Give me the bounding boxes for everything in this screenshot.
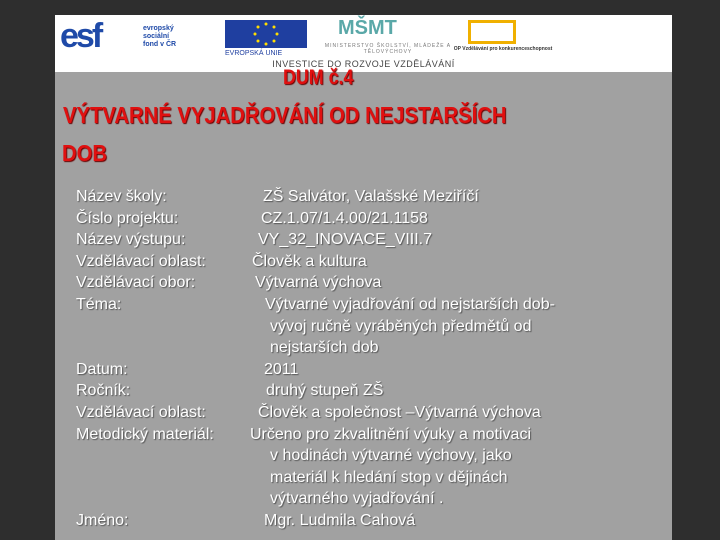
row-label: Číslo projektu:	[76, 209, 179, 227]
row-label: Téma:	[76, 296, 122, 313]
row-label: Vzdělávací oblast:	[76, 252, 206, 270]
row-value: VY_32_INOVACE_VIII.7	[258, 231, 433, 249]
row-label: Název výstupu:	[76, 231, 186, 249]
row-value: ZŠ Salvátor, Valašské Meziříčí	[263, 188, 479, 205]
row-value: Určeno pro zkvalitnění výuky a motivaci	[250, 425, 531, 443]
esf-logo-text	[143, 25, 176, 49]
esf-text-line: evropský	[143, 25, 174, 32]
row-label: Ročník:	[76, 382, 131, 400]
slide-title-line1: DUM č.4	[283, 66, 354, 89]
row-value: Výtvarné vyjadřování od nejstarších dob-	[265, 296, 555, 313]
row-value: Výtvarná výchova	[255, 274, 382, 292]
eu-logo-text: EVROPSKÁ UNIE	[225, 50, 283, 57]
row-value: druhý stupeň ZŠ	[266, 382, 384, 400]
row-value: vývoj ručně vyráběných předmětů od	[270, 317, 532, 335]
row-value: CZ.1.07/1.4.00/21.1158	[261, 209, 428, 227]
row-value: nejstarších dob	[270, 339, 379, 357]
msmt-logo: MŠMT	[338, 17, 397, 39]
row-value: Člověk a společnost –Výtvarná výchova	[258, 404, 541, 421]
row-value: 2011	[264, 360, 299, 378]
slide-title-line2: VÝTVARNÉ VYJADŘOVÁNÍ OD NEJSTARŠÍCH	[63, 102, 507, 128]
row-value: Člověk a kultura	[252, 252, 367, 270]
row-label: Název školy:	[76, 188, 167, 205]
op-logo-text: OP Vzdělávání pro konkurenceschopnost	[453, 46, 553, 52]
op-logo-icon	[468, 20, 516, 44]
investice-tagline: INVESTICE DO ROZVOJE VZDĚLÁVÁNÍ	[272, 59, 455, 69]
esf-logo: esf	[60, 17, 101, 55]
row-label: Jméno:	[76, 512, 129, 529]
row-value: materiál k hledání stop v dějinách	[270, 468, 508, 486]
row-label: Metodický materiál:	[76, 425, 214, 443]
row-label: Vzdělávací obor:	[76, 274, 196, 292]
row-value: výtvarného vyjadřování .	[270, 490, 444, 508]
row-label: Vzdělávací oblast:	[76, 404, 206, 421]
eu-flag-icon	[225, 20, 307, 48]
row-label: Datum:	[76, 360, 128, 378]
esf-text-line: sociální	[143, 33, 170, 40]
logo-band	[55, 15, 672, 72]
row-value: Mgr. Ludmila Cahová	[264, 512, 416, 529]
row-value: v hodinách výtvarné výchovy, jako	[270, 447, 512, 465]
esf-text-line: fond v ČR	[143, 41, 177, 48]
msmt-logo-text: MINISTERSTVO ŠKOLSTVÍ, MLÁDEŽE A TĚLOVÝCHOVY	[324, 43, 452, 55]
slide-title-line3: DOB	[62, 140, 107, 166]
